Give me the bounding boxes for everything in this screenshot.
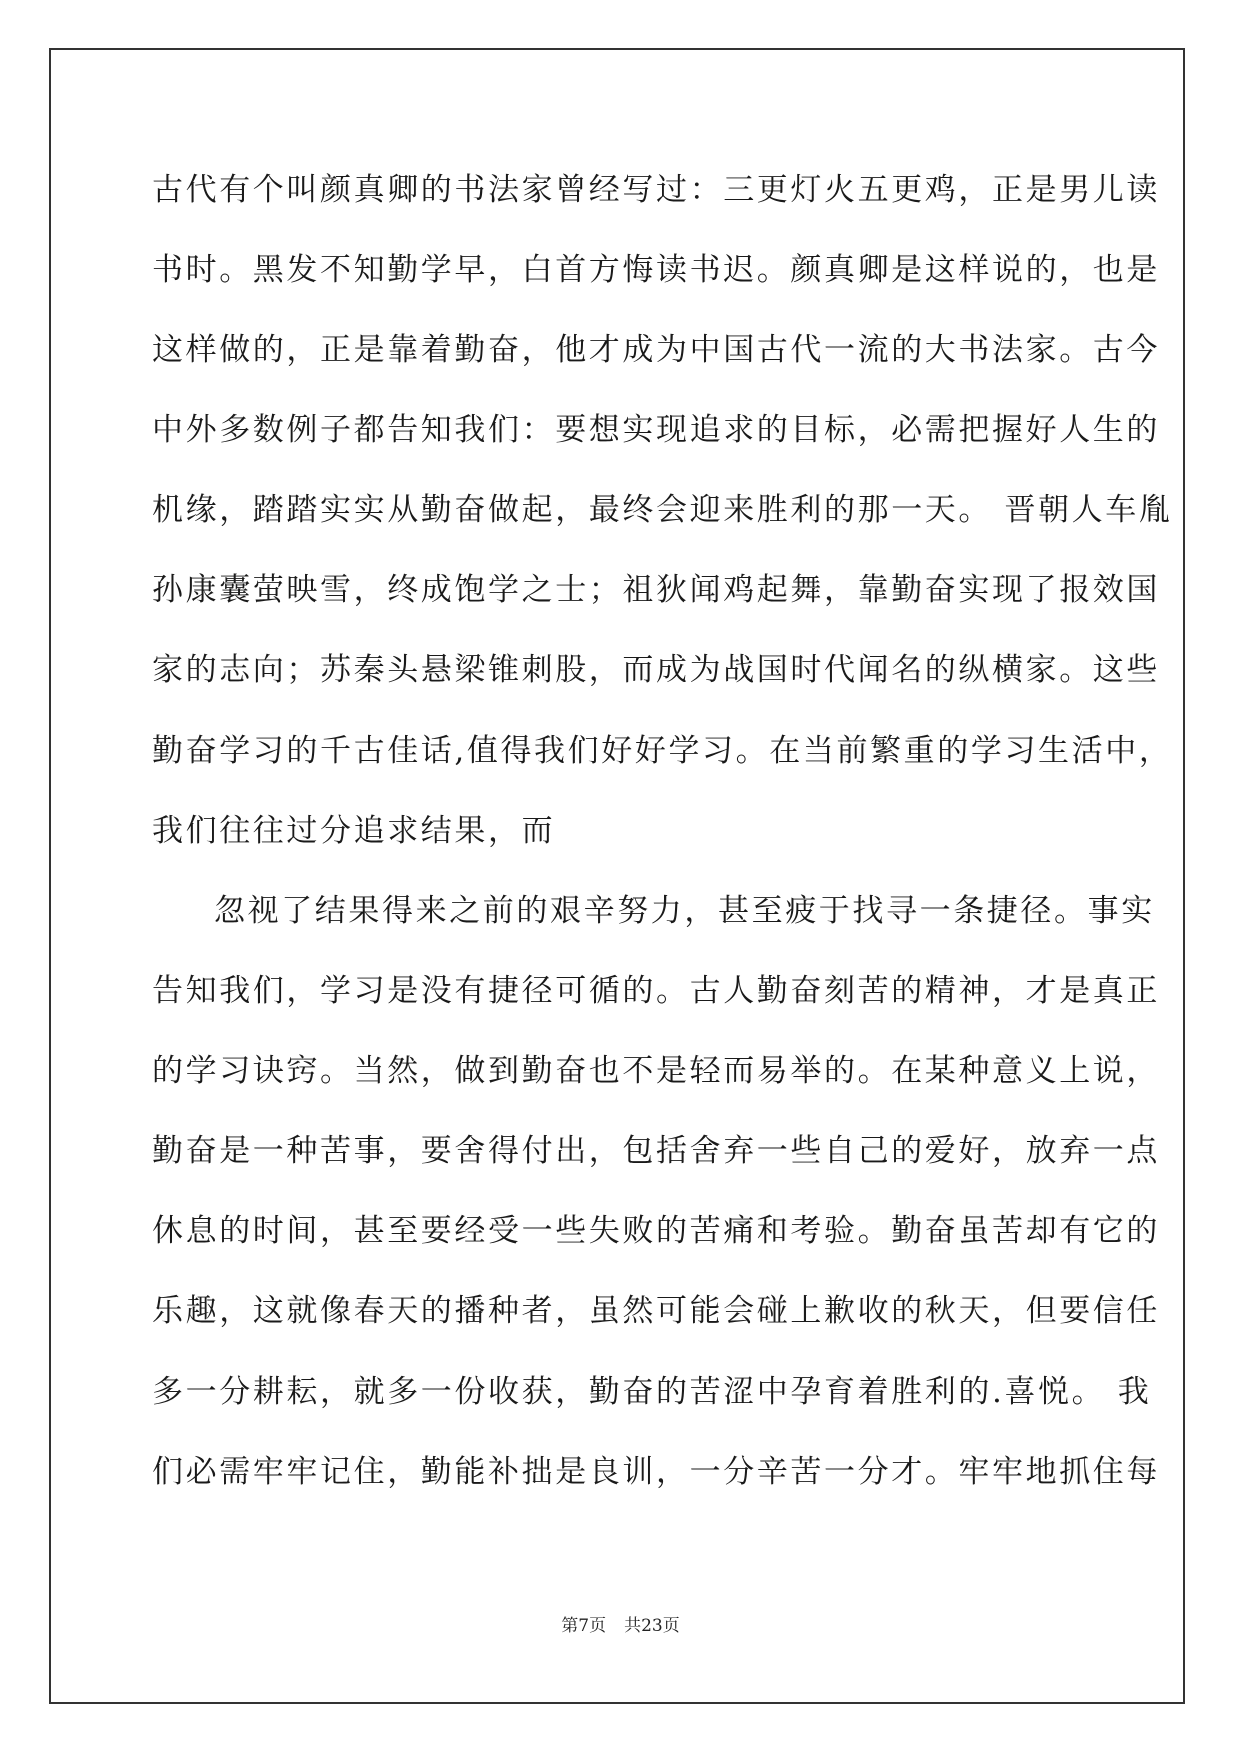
text-line-8: 勤奋学习的千古佳话,值得我们好好学习。在当前繁重的学习生活中， (152, 733, 1173, 769)
page-number: 第7页 (561, 1616, 607, 1636)
text-line-14: 休息的时间，甚至要经受一些失败的苦痛和考验。勤奋虽苦却有它的 (152, 1213, 1160, 1249)
page-footer (0, 1616, 1241, 1636)
text-line-11: 告知我们，学习是没有捷径可循的。古人勤奋刻苦的精神，才是真正 (152, 973, 1160, 1009)
text-line-7: 家的志向；苏秦头悬梁锥刺股，而成为战国时代闻名的纵横家。这些 (152, 652, 1160, 688)
text-line-16: 多一分耕耘，就多一份收获，勤奋的苦涩中孕育着胜利的.喜悦。 我 (152, 1374, 1152, 1410)
text-line-5: 机缘，踏踏实实从勤奋做起，最终会迎来胜利的那一天。 晋朝人车胤 (152, 492, 1173, 528)
text-line-4: 中外多数例子都告知我们：要想实现追求的目标，必需把握好人生的 (152, 412, 1160, 448)
text-line-15: 乐趣，这就像春天的播种者，虽然可能会碰上歉收的秋天，但要信任 (152, 1293, 1160, 1329)
text-line-1: 古代有个叫颜真卿的书法家曾经写过：三更灯火五更鸡，正是男儿读 (152, 172, 1160, 208)
page-total: 共23页 (624, 1616, 680, 1636)
text-line-2: 书时。黑发不知勤学早，白首方悔读书迟。颜真卿是这样说的，也是 (152, 252, 1160, 288)
text-line-6: 孙康囊萤映雪，终成饱学之士；祖狄闻鸡起舞，靠勤奋实现了报效国 (152, 572, 1160, 608)
text-line-10: 忽视了结果得来之前的艰辛努力，甚至疲于找寻一条捷径。事实 (214, 893, 1155, 929)
text-line-12: 的学习诀窍。当然，做到勤奋也不是轻而易举的。在某种意义上说， (152, 1053, 1160, 1089)
text-line-17: 们必需牢牢记住，勤能补拙是良训，一分辛苦一分才。牢牢地抓住每 (152, 1454, 1160, 1490)
text-line-3: 这样做的，正是靠着勤奋，他才成为中国古代一流的大书法家。古今 (152, 332, 1160, 368)
text-line-13: 勤奋是一种苦事，要舍得付出，包括舍弃一些自己的爱好，放弃一点 (152, 1133, 1160, 1169)
text-line-9: 我们往往过分追求结果，而 (152, 813, 556, 849)
